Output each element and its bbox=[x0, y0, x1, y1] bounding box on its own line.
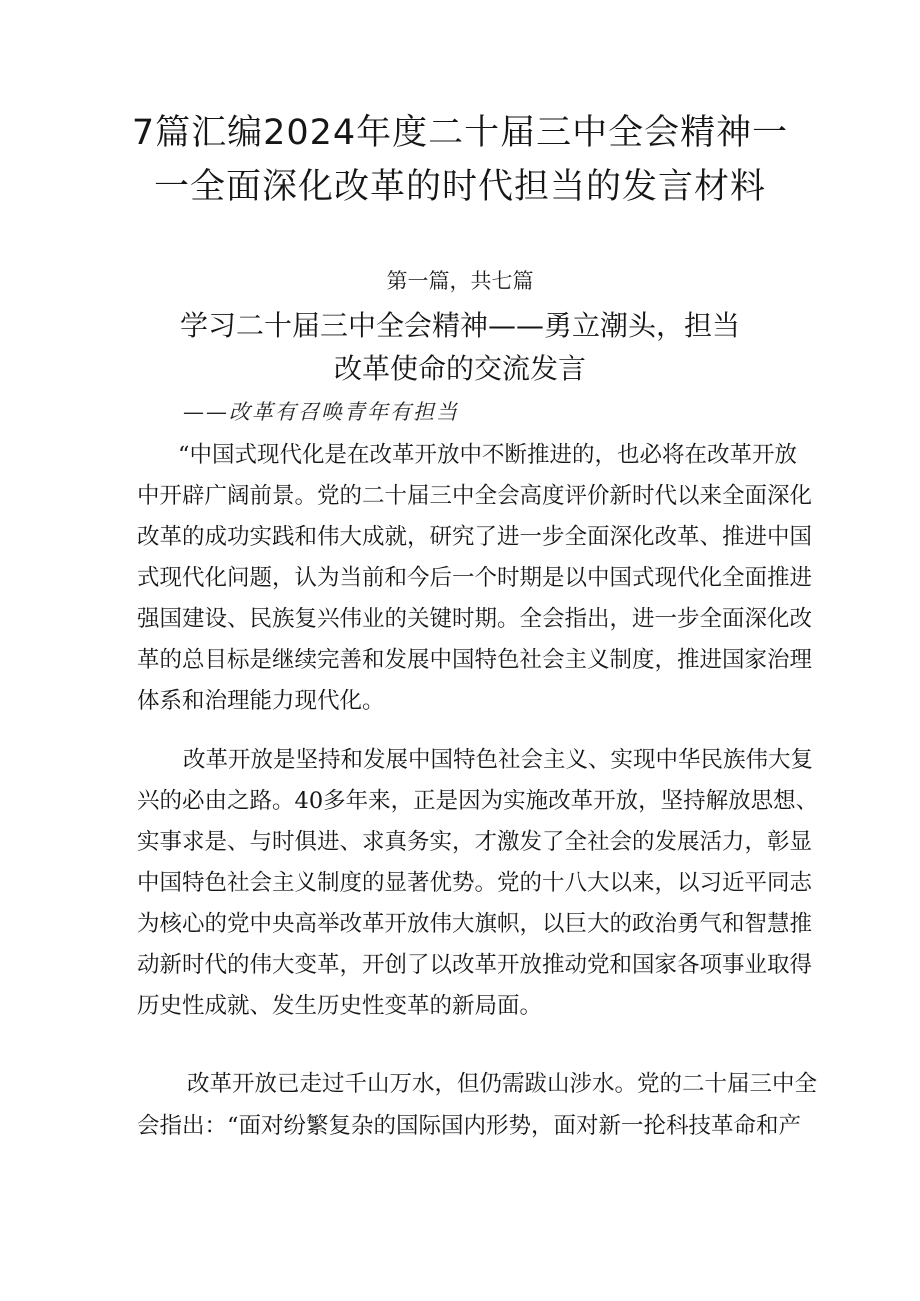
paragraph-1-line-5: 强国建设、民族复兴伟业的关键时期。全会指出，进一步全面深化改 bbox=[137, 606, 813, 632]
section-title-line-2: 改革使命的交流发言 bbox=[333, 352, 586, 385]
paragraph-1-line-7: 体系和治理能力现代化。 bbox=[137, 688, 385, 714]
paragraph-1-line-4: 式现代化问题，认为当前和今后一个时期是以中国式现代化全面推进 bbox=[137, 565, 813, 591]
paragraph-2-line-2: 兴的必由之路。40多年来，正是因为实施改革开放，坚持解放思想、 bbox=[137, 788, 819, 814]
part-label: 第一篇，共七篇 bbox=[386, 269, 534, 293]
paragraph-2-line-6: 动新时代的伟大变革，开创了以改革开放推动党和国家各项事业取得 bbox=[137, 952, 813, 978]
paragraph-1-line-2: 中开辟广阔前景。党的二十届三中全会高度评价新时代以来全面深化 bbox=[137, 483, 813, 509]
section-subtitle: ——改革有召唤青年有担当 bbox=[183, 400, 459, 424]
paragraph-3-line-1: 改革开放已走过千山万水，但仍需跋山涉水。党的二十届三中全 bbox=[187, 1071, 818, 1097]
paragraph-1-line-3: 改革的成功实践和伟大成就，研究了进一步全面深化改革、推进中国 bbox=[137, 524, 813, 550]
document-title-line-1: 7篇汇编2024年度二十届三中全会精神一 bbox=[131, 113, 789, 153]
paragraph-2-line-7: 历史性成就、发生历史性变革的新局面。 bbox=[137, 993, 543, 1019]
paragraph-1-line-6: 革的总目标是继续完善和发展中国特色社会主义制度，推进国家治理 bbox=[137, 647, 813, 673]
paragraph-3-line-2: 会指出：“面对纷繁复杂的国际国内形势，面对新一抡科技革命和产 bbox=[137, 1113, 802, 1139]
paragraph-2-line-3: 实事求是、与时俱进、求真务实，才激发了全社会的发展活力，彰显 bbox=[137, 829, 813, 855]
paragraph-2-line-1: 改革开放是坚持和发展中国特色社会主义、实现中华民族伟大复 bbox=[183, 747, 814, 773]
section-title-line-1: 学习二十届三中全会精神——勇立潮头，担当 bbox=[179, 309, 740, 342]
document-title-line-2: 一全面深化改革的时代担当的发言材料 bbox=[153, 167, 766, 207]
paragraph-2-line-4: 中国特色社会主义制度的显著优势。党的十八大以来，以习近平同志 bbox=[137, 870, 813, 896]
paragraph-2-line-5: 为核心的党中央高举改革开放伟大旗帜，以巨大的政治勇气和智慧推 bbox=[137, 911, 813, 937]
paragraph-1-line-1: “中国式现代化是在改革开放中不断推进的，也必将在改革开放 bbox=[178, 442, 798, 468]
